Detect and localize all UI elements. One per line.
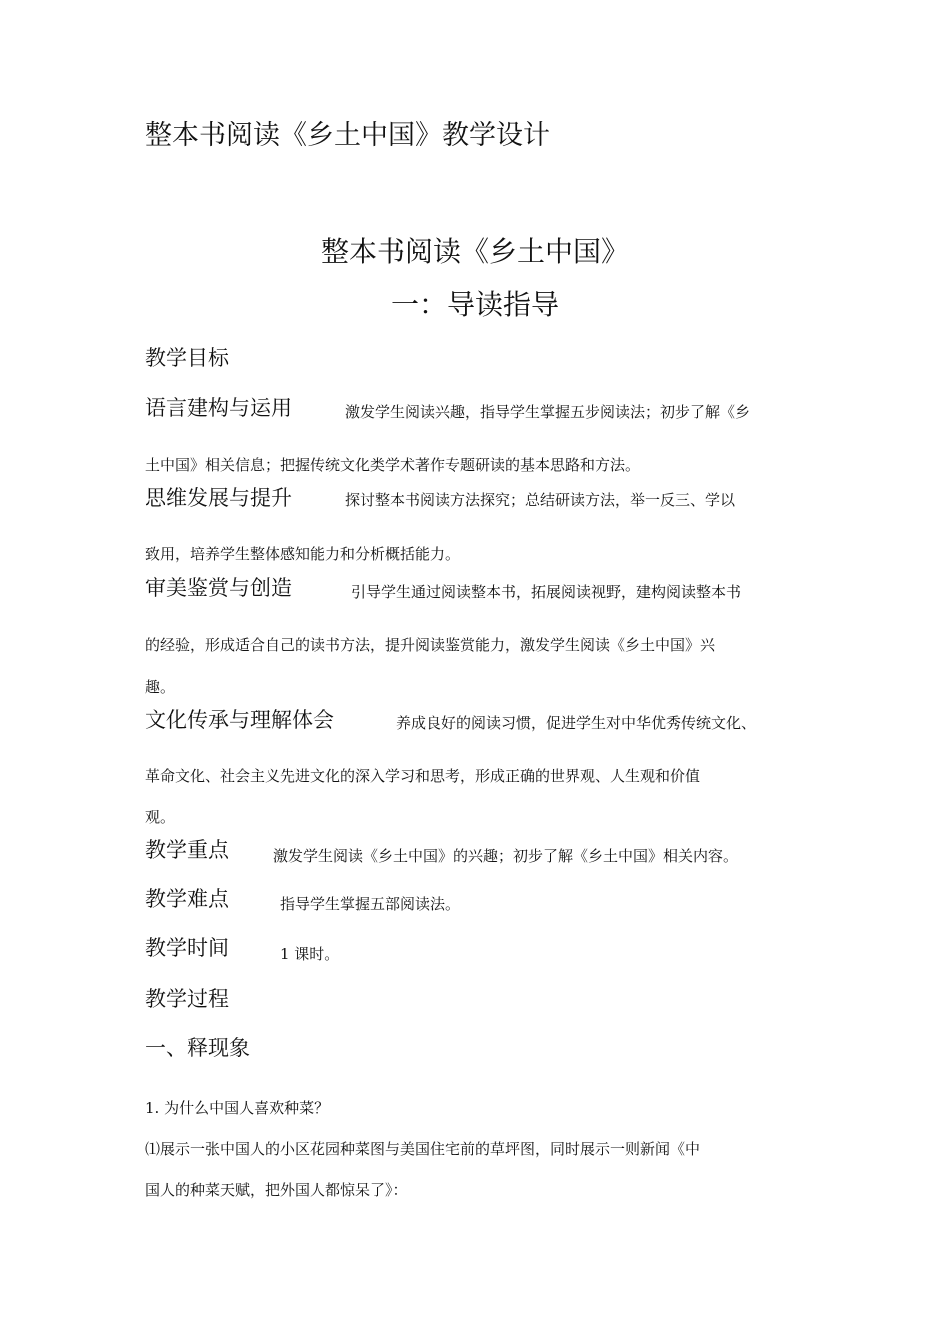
section-one-heading: 一、释现象 bbox=[145, 1036, 250, 1060]
section-teaching-process: 教学过程 bbox=[145, 987, 229, 1011]
goal-label-language: 语言建构与运用 bbox=[145, 396, 292, 420]
goal-text-culture-1: 养成良好的阅读习惯，促进学生对中华优秀传统文化、 bbox=[396, 714, 757, 732]
main-title: 整本书阅读《乡土中国》 bbox=[320, 235, 629, 268]
time-text: 1 课时。 bbox=[280, 945, 340, 963]
goal-text-culture-2: 革命文化、社会主义先进文化的深入学习和思考，形成正确的世界观、人生观和价值 bbox=[145, 767, 701, 785]
document-title: 整本书阅读《乡土中国》教学设计 bbox=[145, 120, 550, 151]
goal-text-language-1: 激发学生阅读兴趣，指导学生掌握五步阅读法；初步了解《乡 bbox=[345, 403, 751, 421]
goal-label-thinking: 思维发展与提升 bbox=[145, 486, 292, 510]
key-point-text: 激发学生阅读《乡土中国》的兴趣；初步了解《乡土中国》相关内容。 bbox=[273, 847, 739, 865]
question-1: 1. 为什么中国人喜欢种菜？ bbox=[145, 1099, 330, 1117]
goal-text-aesthetic-1: 引导学生通过阅读整本书，拓展阅读视野，建构阅读整本书 bbox=[351, 583, 742, 601]
difficulty-text: 指导学生掌握五部阅读法。 bbox=[280, 895, 461, 913]
paragraph-line-1: ⑴展示一张中国人的小区花园种菜图与美国住宅前的草坪图，同时展示一则新闻《中 bbox=[145, 1140, 701, 1158]
goal-text-thinking-2: 致用，培养学生整体感知能力和分析概括能力。 bbox=[145, 545, 461, 563]
goal-text-aesthetic-3: 趣。 bbox=[145, 678, 176, 696]
subtitle: 一：导读指导 bbox=[390, 288, 559, 321]
paragraph-line-2: 国人的种菜天赋，把外国人都惊呆了》： bbox=[145, 1181, 408, 1199]
time-label: 教学时间 bbox=[145, 936, 229, 960]
difficulty-label: 教学难点 bbox=[145, 887, 229, 911]
goal-text-culture-3: 观。 bbox=[145, 808, 176, 826]
goal-text-aesthetic-2: 的经验，形成适合自己的读书方法，提升阅读鉴赏能力，激发学生阅读《乡土中国》兴 bbox=[145, 636, 716, 654]
section-teaching-goals: 教学目标 bbox=[145, 346, 229, 370]
goal-text-language-2: 土中国》相关信息；把握传统文化类学术著作专题研读的基本思路和方法。 bbox=[145, 456, 641, 474]
goal-label-aesthetic: 审美鉴赏与创造 bbox=[145, 576, 292, 600]
goal-label-culture: 文化传承与理解体会 bbox=[145, 708, 334, 732]
goal-text-thinking-1: 探讨整本书阅读方法探究；总结研读方法，举一反三、学以 bbox=[345, 491, 736, 509]
key-point-label: 教学重点 bbox=[145, 838, 229, 862]
